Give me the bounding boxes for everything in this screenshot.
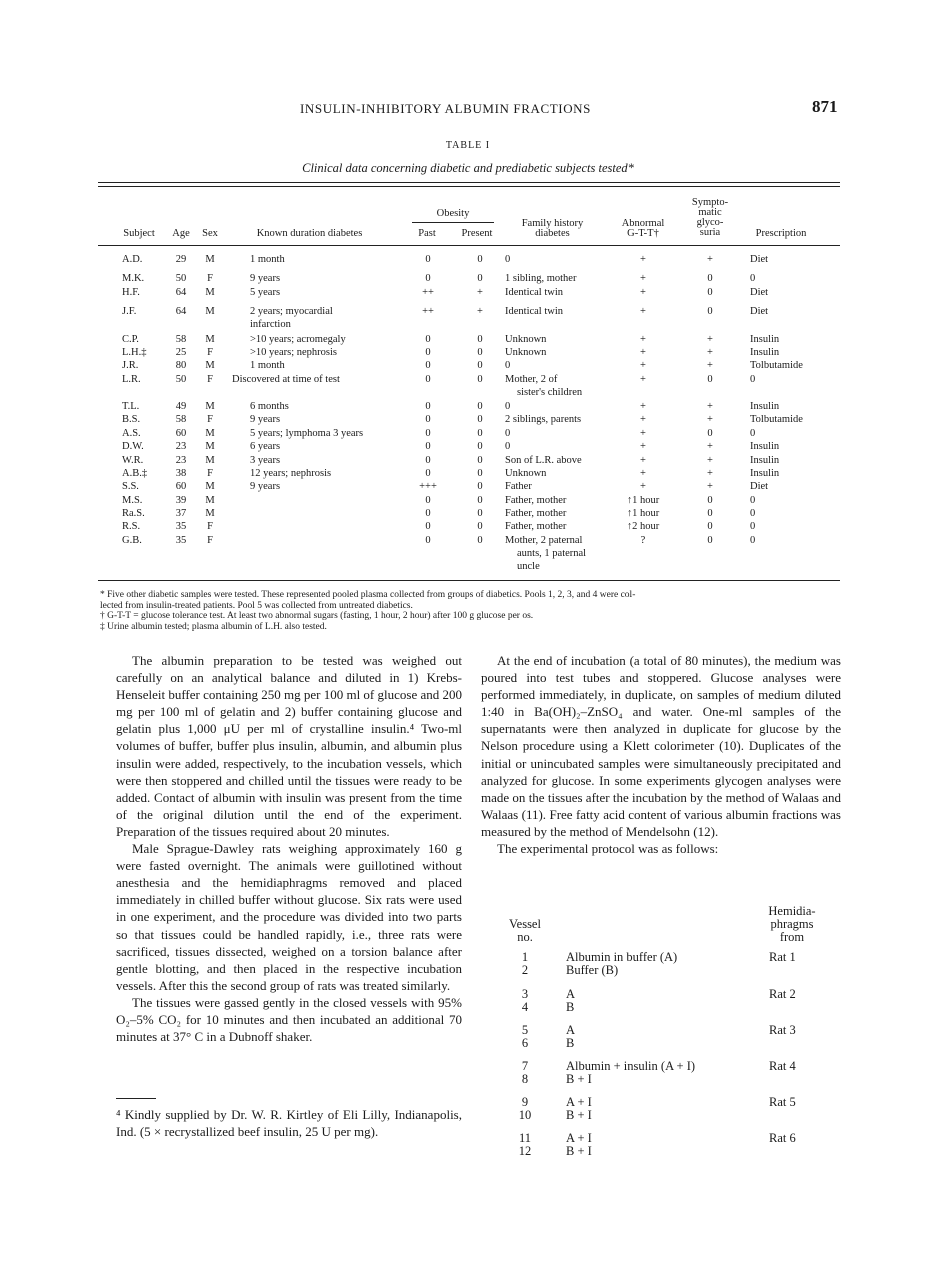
table-row [0, 401, 936, 415]
glycosuria-cell: + [707, 455, 713, 466]
sex-cell: M [205, 481, 215, 492]
running-head [0, 97, 936, 121]
table-footnote: † G-T-T = glucose tolerance test. At least two abnormal sugars (fasting, 1 hour, 2 hour) after 100 g glucose per os. [100, 611, 534, 621]
glycosuria-cell: 0 [707, 508, 713, 519]
sex-cell: M [205, 401, 215, 412]
obesity-present-cell: 0 [477, 508, 483, 519]
running-title: INSULIN-INHIBITORY ALBUMIN FRACTIONS [300, 101, 591, 116]
subject-cell: H.F. [122, 287, 140, 298]
vessel-number: 3 [521, 987, 529, 1001]
table-row [0, 441, 936, 455]
prescription-cell: Diet [750, 287, 769, 298]
obesity-past-cell: 0 [425, 401, 431, 412]
protocol-row [481, 1001, 841, 1015]
obesity-past-cell: ++ [422, 287, 434, 298]
age-cell: 50 [175, 273, 187, 284]
subject-cell: M.S. [122, 495, 143, 506]
glycosuria-cell: + [707, 414, 713, 425]
sex-cell: F [207, 521, 213, 532]
glycosuria-cell: + [707, 441, 713, 452]
protocol-row [481, 1060, 841, 1074]
vessel-solution: B + I [566, 1108, 592, 1122]
family-history-cell: Son of L.R. above [505, 455, 582, 466]
obesity-past-cell: 0 [425, 374, 431, 385]
prescription-cell: Insulin [750, 347, 780, 358]
family-history-cell: Mother, 2 paternal [505, 535, 583, 546]
paragraph: The albumin preparation to be tested was weighed out carefully on an analytical balance and diluted in 1) Krebs-Henseleit buffer containing 250 mg per 100 ml of glucose and 200 mg per 100 ml of gelatin and 2) buffer containing glucose and gelatin plus 1,000 μU per ml of crystalline insulin.⁴ Two-ml volumes of buffer, buffer plus insulin, albumin, and albumin plus insulin were added, respectively, to the incubation vessels, which were then stoppered and chilled until the tissues were ready to be added. Contact of albumin with insulin was present from the time of the original dilution until the end of the experiment. Preparation of the tissues required about 20 minutes. [116, 653, 462, 839]
prescription-cell: 0 [750, 535, 756, 546]
family-history-cell: 1 sibling, mother [505, 273, 577, 284]
col-header-sym-2: matic [698, 207, 722, 218]
glycosuria-cell: + [707, 254, 713, 265]
obesity-present-cell: 0 [477, 254, 483, 265]
prescription-cell: 0 [750, 495, 756, 506]
table-row [0, 535, 936, 572]
table-bottom-rule [98, 580, 840, 581]
footnote-rule [116, 1098, 156, 1099]
age-cell: 25 [175, 347, 187, 358]
family-history-cell-cont: sister's children [517, 387, 583, 398]
family-history-cell: Father, mother [505, 521, 567, 532]
table-row [0, 521, 936, 535]
col-header-sex: Sex [202, 228, 218, 239]
glycosuria-cell: + [707, 481, 713, 492]
obesity-past-cell: 0 [425, 468, 431, 479]
prescription-cell: Diet [750, 306, 769, 317]
sex-cell: M [205, 360, 215, 371]
sex-cell: M [205, 495, 215, 506]
col-header-family-2: diabetes [535, 228, 570, 239]
footnote-4: ⁴ Kindly supplied by Dr. W. R. Kirtley of Eli Lilly, Indianapolis, Ind. (5 × recrystallized beef insulin, 25 U per mg). [116, 1107, 462, 1140]
protocol-row [481, 1096, 841, 1110]
family-history-cell: 0 [505, 441, 511, 452]
vessel-number: 12 [518, 1144, 532, 1158]
obesity-present-cell: 0 [477, 334, 483, 345]
prescription-cell: 0 [750, 273, 756, 284]
obesity-present-cell: 0 [477, 495, 483, 506]
protocol-row [481, 1073, 841, 1087]
table-row [0, 481, 936, 495]
vessel-solution: Albumin in buffer (A) [566, 950, 678, 964]
table-caption: Clinical data concerning diabetic and prediabetic subjects tested* [302, 161, 634, 175]
protocol-row [481, 951, 841, 965]
col-header-family-1: Family history [521, 218, 584, 229]
obesity-present-cell: 0 [477, 455, 483, 466]
obesity-past-cell: 0 [425, 254, 431, 265]
obesity-past-cell: 0 [425, 428, 431, 439]
glycosuria-cell: + [707, 401, 713, 412]
obesity-past-cell: 0 [425, 455, 431, 466]
subject-cell: L.H.‡ [122, 347, 147, 358]
vessel-solution: Buffer (B) [566, 963, 619, 977]
gtt-cell: + [640, 287, 646, 298]
hemidiaphragm-source: Rat 6 [769, 1131, 796, 1145]
gtt-cell: ↑1 hour [626, 495, 660, 506]
age-cell: 60 [175, 481, 187, 492]
gtt-cell: + [640, 254, 646, 265]
gtt-cell: ↑1 hour [626, 508, 660, 519]
glycosuria-cell: + [707, 468, 713, 479]
gtt-cell: + [640, 273, 646, 284]
paragraph: Male Sprague-Dawley rats weighing approximately 160 g were fasted overnight. The animals were guillotined without anesthesia and the hemidiaphragms removed and placed immediately in chilled buffer without glucose. Six rats were used in one experiment, and the procedure was divided into two parts so that tissues could be handled rapidly, i.e., three rats were sacrificed, tissues dissected, weighed on a torsion balance after gentle blotting, and then placed in the respective incubation vessels. After this the second group of rats was treated similarly. [116, 841, 462, 993]
family-history-cell-cont: aunts, 1 paternal [517, 548, 587, 559]
obesity-present-cell: 0 [477, 360, 483, 371]
sex-cell: F [207, 347, 213, 358]
glycosuria-cell: 0 [707, 428, 713, 439]
obesity-present-cell: 0 [477, 273, 483, 284]
sex-cell: F [207, 374, 213, 385]
sex-cell: F [207, 535, 213, 546]
age-cell: 80 [175, 360, 187, 371]
obesity-past-cell: 0 [425, 347, 431, 358]
table-row [0, 254, 936, 268]
subject-cell: T.L. [122, 401, 140, 412]
protocol-row [481, 1109, 841, 1123]
sex-cell: M [205, 508, 215, 519]
hemidiaphragm-source: Rat 5 [769, 1095, 796, 1109]
age-cell: 38 [175, 468, 187, 479]
vessel-solution: A [566, 987, 576, 1001]
table-footnote: * Five other diabetic samples were tested. These represented pooled plasma collected from groups of diabetics. Pools 1, 2, 3, and 4 were col- [100, 590, 636, 600]
hemidiaphragm-source: Rat 2 [769, 987, 796, 1001]
duration-cell: 5 years; lymphoma 3 years [250, 428, 364, 439]
age-cell: 58 [175, 414, 187, 425]
glycosuria-cell: 0 [707, 374, 713, 385]
subject-cell: A.D. [122, 254, 143, 265]
sex-cell: M [205, 334, 215, 345]
duration-cell: 9 years [250, 273, 281, 284]
col-header-present: Present [461, 228, 493, 239]
gtt-cell: ? [640, 535, 646, 546]
subject-cell: A.S. [122, 428, 141, 439]
duration-cell: 1 month [250, 254, 285, 265]
subject-cell: A.B.‡ [122, 468, 148, 479]
protocol-row [481, 1024, 841, 1038]
prescription-cell: Insulin [750, 401, 780, 412]
col-header-gtt-1: Abnormal [621, 218, 665, 229]
obesity-present-cell: 0 [477, 374, 483, 385]
duration-cell: 5 years [250, 287, 281, 298]
col-header-age: Age [172, 228, 190, 239]
gtt-cell: + [640, 401, 646, 412]
vessel-number: 9 [521, 1095, 529, 1109]
obesity-past-cell: +++ [419, 481, 437, 492]
gtt-cell: + [640, 428, 646, 439]
gtt-cell: + [640, 481, 646, 492]
prescription-cell: Tolbutamide [750, 414, 803, 425]
col-header-sym-1: Sympto- [691, 197, 729, 208]
duration-cell: 1 month [250, 360, 285, 371]
table-row [0, 495, 936, 509]
prescription-cell: Diet [750, 254, 769, 265]
obesity-present-cell: 0 [477, 535, 483, 546]
sex-cell: F [207, 468, 213, 479]
obesity-present-cell: + [477, 287, 483, 298]
gtt-cell: + [640, 334, 646, 345]
vessel-solution: A [566, 1023, 576, 1037]
protocol-row [481, 988, 841, 1002]
duration-cell: Discovered at time of test [232, 374, 340, 385]
obesity-past-cell: 0 [425, 521, 431, 532]
protocol-row [481, 1037, 841, 1051]
table-footnote: ‡ Urine albumin tested; plasma albumin of L.H. also tested. [100, 621, 327, 632]
age-cell: 50 [175, 374, 187, 385]
prescription-cell: Tolbutamide [750, 360, 803, 371]
vessel-number: 5 [521, 1023, 529, 1037]
protocol-head-hemi-3: from [779, 930, 805, 944]
subject-cell: J.F. [122, 306, 137, 317]
sex-cell: M [205, 428, 215, 439]
sex-cell: M [205, 254, 215, 265]
col-header-sym-3: glyco- [696, 217, 724, 228]
obesity-present-cell: 0 [477, 428, 483, 439]
sex-cell: F [207, 273, 213, 284]
right-column [481, 652, 841, 857]
sex-cell: F [207, 414, 213, 425]
family-history-cell: 0 [505, 428, 511, 439]
gtt-cell: ↑2 hour [626, 521, 660, 532]
age-cell: 35 [175, 521, 187, 532]
vessel-solution: A + I [566, 1131, 592, 1145]
family-history-cell: Unknown [505, 468, 547, 479]
vessel-solution: Albumin + insulin (A + I) [566, 1059, 696, 1073]
col-header-obesity: Obesity [436, 208, 470, 219]
duration-cell: 9 years [250, 414, 281, 425]
obesity-past-cell: 0 [425, 495, 431, 506]
subject-cell: J.R. [122, 360, 139, 371]
age-cell: 60 [175, 428, 187, 439]
family-history-cell: 0 [505, 401, 511, 412]
table-row [0, 468, 936, 482]
prescription-cell: 0 [750, 521, 756, 532]
family-history-cell: 2 siblings, parents [505, 414, 582, 425]
prescription-cell: Insulin [750, 455, 780, 466]
col-header-prescription: Prescription [755, 228, 807, 239]
duration-cell: 3 years [250, 455, 281, 466]
gtt-cell: + [640, 360, 646, 371]
vessel-solution: B [566, 1000, 575, 1014]
subject-cell: L.R. [122, 374, 141, 385]
table-top-rule-2 [98, 186, 840, 187]
prescription-cell: 0 [750, 508, 756, 519]
vessel-solution: B + I [566, 1072, 592, 1086]
sex-cell: M [205, 455, 215, 466]
obesity-present-cell: 0 [477, 401, 483, 412]
subject-cell: Ra.S. [122, 508, 145, 519]
obesity-past-cell: 0 [425, 334, 431, 345]
col-header-subject: Subject [123, 228, 155, 239]
obesity-present-cell: 0 [477, 481, 483, 492]
table-row [0, 455, 936, 469]
vessel-number: 11 [518, 1131, 532, 1145]
glycosuria-cell: 0 [707, 495, 713, 506]
protocol-head-hemi-2: phragms [770, 917, 814, 931]
family-history-cell: 0 [505, 254, 511, 265]
obesity-present-cell: 0 [477, 521, 483, 532]
protocol-head-vessel-1: Vessel [509, 917, 541, 931]
prescription-cell: Diet [750, 481, 769, 492]
table-row [0, 273, 936, 287]
table-footnotes [100, 590, 845, 632]
protocol-row [481, 964, 841, 978]
glycosuria-cell: + [707, 360, 713, 371]
subject-cell: W.R. [122, 455, 144, 466]
protocol-head-vessel-2: no. [517, 930, 533, 944]
table-row [0, 347, 936, 361]
obesity-present-cell: 0 [477, 441, 483, 452]
duration-cell: >10 years; acromegaly [250, 334, 346, 345]
duration-cell: 12 years; nephrosis [250, 468, 332, 479]
family-history-cell: Identical twin [505, 287, 564, 298]
duration-cell-cont: infarction [250, 319, 291, 330]
table-row [0, 306, 936, 330]
glycosuria-cell: 0 [707, 535, 713, 546]
glycosuria-cell: 0 [707, 287, 713, 298]
subject-cell: S.S. [122, 481, 139, 492]
family-history-cell: Unknown [505, 347, 547, 358]
obesity-rule [412, 222, 494, 223]
prescription-cell: Insulin [750, 468, 780, 479]
duration-cell: 9 years [250, 481, 281, 492]
protocol-row [481, 1145, 841, 1159]
obesity-present-cell: 0 [477, 468, 483, 479]
obesity-past-cell: 0 [425, 535, 431, 546]
gtt-cell: + [640, 455, 646, 466]
glycosuria-cell: 0 [707, 306, 713, 317]
table-row [0, 374, 936, 398]
obesity-past-cell: ++ [422, 306, 434, 317]
prescription-cell: Insulin [750, 334, 780, 345]
vessel-number: 8 [521, 1072, 529, 1086]
table-row [0, 414, 936, 428]
glycosuria-cell: + [707, 347, 713, 358]
family-history-cell: Identical twin [505, 306, 564, 317]
age-cell: 49 [175, 401, 187, 412]
obesity-past-cell: 0 [425, 414, 431, 425]
family-history-cell: Father, mother [505, 508, 567, 519]
vessel-solution: B + I [566, 1144, 592, 1158]
glycosuria-cell: 0 [707, 273, 713, 284]
gtt-cell: + [640, 374, 646, 385]
age-cell: 37 [175, 508, 187, 519]
age-cell: 23 [175, 441, 187, 452]
sex-cell: M [205, 306, 215, 317]
duration-cell: >10 years; nephrosis [250, 347, 337, 358]
obesity-present-cell: + [477, 306, 483, 317]
table-header-rule [98, 245, 840, 246]
vessel-number: 1 [521, 950, 529, 964]
col-header-duration: Known duration diabetes [256, 228, 363, 239]
gtt-cell: + [640, 306, 646, 317]
paragraph: The experimental protocol was as follows: [497, 841, 719, 857]
sex-cell: M [205, 287, 215, 298]
duration-cell: 2 years; myocardial [250, 306, 333, 317]
obesity-past-cell: 0 [425, 508, 431, 519]
glycosuria-cell: + [707, 334, 713, 345]
protocol-row [481, 1132, 841, 1146]
duration-cell: 6 years [250, 441, 281, 452]
hemidiaphragm-source: Rat 3 [769, 1023, 796, 1037]
obesity-present-cell: 0 [477, 414, 483, 425]
obesity-past-cell: 0 [425, 441, 431, 452]
table-top-rule [98, 182, 840, 183]
obesity-past-cell: 0 [425, 273, 431, 284]
prescription-cell: 0 [750, 374, 756, 385]
table-row [0, 428, 936, 442]
subject-cell: C.P. [122, 334, 139, 345]
vessel-number: 7 [521, 1059, 529, 1073]
prescription-cell: Insulin [750, 441, 780, 452]
page-number: 871 [812, 97, 838, 116]
age-cell: 35 [175, 535, 187, 546]
sex-cell: M [205, 441, 215, 452]
subject-cell: M.K. [122, 273, 145, 284]
left-column [116, 652, 462, 1045]
gtt-cell: + [640, 441, 646, 452]
paragraph: At the end of incubation (a total of 80 minutes), the medium was poured into test tubes and stoppered. Glucose analyses were performed immediately, in duplicate, on samples of medium diluted 1:40 in Ba(OH)₂–ZnSO₄ and water. One-ml samples of the supernatants were then analyzed in duplicate for glucose by the Nelson procedure using a Klett colorimeter (10). Duplicates of the initial or unincubated samples were simultaneously precipitated and analyzed for glucose. In some experiments glycogen analyses were made on the tissues after the incubation by the method of Walaas and Walaas (11). Free fatty acid content of various albumin fractions was measured by the method of Mendelsohn (12). [481, 653, 841, 839]
table-footnote: lected from insulin-treated patients. Pool 5 was collected from untreated diabetics. [100, 600, 413, 611]
age-cell: 23 [175, 455, 187, 466]
vessel-number: 6 [521, 1036, 529, 1050]
vessel-number: 10 [518, 1108, 532, 1122]
age-cell: 29 [175, 254, 187, 265]
gtt-cell: + [640, 468, 646, 479]
age-cell: 64 [175, 306, 187, 317]
table-row [0, 360, 936, 374]
paragraph: The tissues were gassed gently in the closed vessels with 95% O₂–5% CO₂ for 10 minutes and then incubated an additional 70 minutes at 37° C in a Dubnoff shaker. [116, 994, 462, 1045]
vessel-number: 2 [521, 963, 529, 977]
hemidiaphragm-source: Rat 1 [769, 950, 796, 964]
age-cell: 39 [175, 495, 187, 506]
family-history-cell: 0 [505, 360, 511, 371]
gtt-cell: + [640, 347, 646, 358]
glycosuria-cell: 0 [707, 521, 713, 532]
vessel-solution: B [566, 1036, 575, 1050]
table-row [0, 334, 936, 348]
family-history-cell: Father, mother [505, 495, 567, 506]
vessel-number: 4 [521, 1000, 529, 1014]
obesity-past-cell: 0 [425, 360, 431, 371]
table-row [0, 508, 936, 522]
age-cell: 64 [175, 287, 187, 298]
col-header-sym-4: suria [699, 227, 721, 238]
family-history-cell: Unknown [505, 334, 547, 345]
table-label: TABLE I [445, 140, 491, 151]
hemidiaphragm-source: Rat 4 [769, 1059, 796, 1073]
subject-cell: G.B. [122, 535, 142, 546]
subject-cell: D.W. [122, 441, 144, 452]
obesity-present-cell: 0 [477, 347, 483, 358]
subject-cell: B.S. [122, 414, 141, 425]
gtt-cell: + [640, 414, 646, 425]
col-header-past: Past [418, 228, 436, 239]
family-history-cell: Father [505, 481, 532, 492]
col-header-gtt-2: G-T-T† [627, 228, 659, 239]
vessel-solution: A + I [566, 1095, 592, 1109]
prescription-cell: 0 [750, 428, 756, 439]
duration-cell: 6 months [250, 401, 289, 412]
family-history-cell: Mother, 2 of [505, 374, 558, 385]
protocol-head-hemi-1: Hemidia- [768, 904, 816, 918]
age-cell: 58 [175, 334, 187, 345]
subject-cell: R.S. [122, 521, 141, 532]
family-history-cell-cont: uncle [517, 561, 540, 572]
table-row [0, 287, 936, 301]
